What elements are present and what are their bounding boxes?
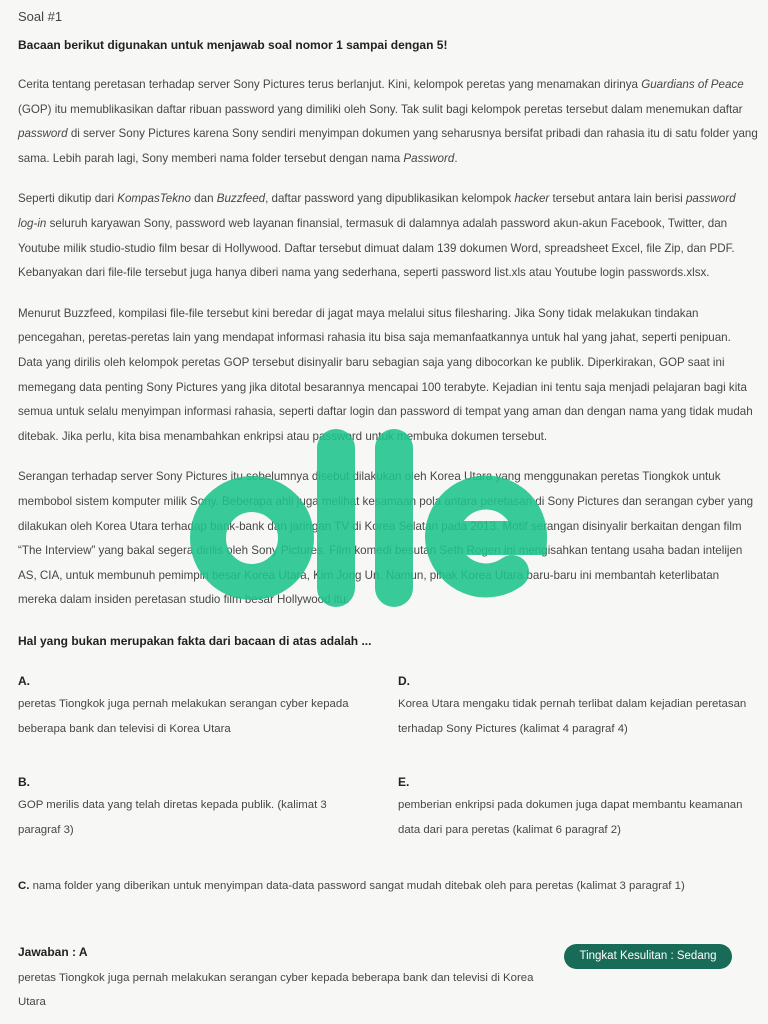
option-text: nama folder yang diberikan untuk menyimpan data-data password sangat mudah ditebak oleh para peretas (kalimat 3 paragraf 1) [32, 880, 685, 892]
answer-label: Jawaban : A [18, 945, 88, 959]
answer-text: peretas Tiongkok juga pernah melakukan serangan cyber kepada beberapa bank dan televisi di Korea Utara [18, 972, 534, 1008]
option-letter: A. [18, 674, 30, 688]
option-e[interactable] [398, 771, 748, 843]
option-a[interactable] [18, 670, 368, 742]
paragraph-1: Cerita tentang peretasan terhadap server Sony Pictures terus berlanjut. Kini, kelompok peretas yang menamakan dirinya Guardians of Peace (GOP) itu memublikasikan daftar ribuan password yang dimiliki oleh Sony. Tak sulit bagi kelompok peretas tersebut dalam menemukan daftar password di server Sony Pictures karena Sony sendiri menyimpan dokumen yang seharusnya bersifat pribadi dan rahasia itu di satu folder yang sama. Lebih parah lagi, Sony memberi nama folder tersebut dengan nama Password. [18, 78, 758, 165]
option-d[interactable] [398, 670, 748, 742]
option-letter: B. [18, 775, 30, 789]
option-text: peretas Tiongkok juga pernah melakukan serangan cyber kepada beberapa bank dan televisi di Korea Utara [18, 698, 349, 735]
option-text: pemberian enkripsi pada dokumen juga dapat membantu keamanan data dari para peretas (kalimat 6 paragraf 2) [398, 799, 743, 836]
question-prompt: Hal yang bukan merupakan fakta dari bacaan di atas adalah ... [18, 634, 372, 648]
option-b[interactable] [18, 771, 368, 843]
option-letter: E. [398, 775, 410, 789]
option-text: GOP merilis data yang telah diretas kepada publik. (kalimat 3 paragraf 3) [18, 799, 327, 836]
option-letter: C. [18, 880, 30, 892]
reading-passage [18, 73, 758, 629]
option-c[interactable] [18, 875, 758, 897]
option-letter: D. [398, 674, 410, 688]
question-number: Soal #1 [18, 9, 63, 24]
difficulty-badge: Tingkat Kesulitan : Sedang [564, 944, 732, 969]
reading-instruction: Bacaan berikut digunakan untuk menjawab soal nomor 1 sampai dengan 5! [18, 38, 448, 52]
paragraph-3: Menurut Buzzfeed, kompilasi file-file tersebut kini beredar di jagat maya melalui situs filesharing. Jika Sony tidak melakukan tindakan pencegahan, peretas-peretas lain yang mendapat informasi rahasia itu bisa saja memanfaatkannya untuk hal yang jahat, seperti penipuan. Data yang dirilis oleh kelompok peretas GOP tersebut disinyalir baru sebagian saja yang dibocorkan ke publik. Diperkirakan, GOP saat ini memegang data penting Sony Pictures yang jika ditotal besarannya mencapai 100 terabyte. Kejadian ini tentu saja menjadi pelajaran bagi kita semua untuk selalu menyimpan informasi rahasia, seperti daftar login dan password di tempat yang aman dan dengan nama yang tidak mudah ditebak. Jika perlu, kita bisa menambahkan enkripsi atau password untuk membuka dokumen tersebut. [18, 306, 753, 443]
paragraph-4: Serangan terhadap server Sony Pictures itu sebelumnya disebut dilakukan oleh Korea Utara yang menggunakan peretas Tiongkok untuk membobol sistem komputer milik Sony. Beberapa ahli juga melihat kesamaan pola antara peretasan di Sony Pictures dan serangan cyber yang dilakukan oleh Korea Utara terhadap bank-bank dan jaringan TV di Korea Selatan pada 2013. Motif serangan disinyalir berkaitan dengan film “The Interview” yang bakal segera dirilis oleh Sony Pictures. Film komedi besutan Seth Rogen ini mengisahkan tentang usaha badan intelijen AS, CIA, untuk membunuh pemimpin besar Korea Utara, Kim Jong Un. Namun, pihak Korea Utara baru-baru ini membantah keterlibatan mereka dalam insiden peretasan studio film besar Hollywood itu. [18, 470, 754, 607]
option-text: Korea Utara mengaku tidak pernah terlibat dalam kejadian peretasan terhadap Sony Pictures (kalimat 4 paragraf 4) [398, 698, 747, 735]
paragraph-2: Seperti dikutip dari KompasTekno dan Buzzfeed, daftar password yang dipublikasikan kelompok hacker tersebut antara lain berisi password log-in seluruh karyawan Sony, password web layanan finansial, termasuk di dalamnya adalah password akun-akun Facebook, Twitter, dan Youtube milik studio-studio film besar di Hollywood. Daftar tersebut dimuat dalam 139 dokumen Word, spreadsheet Excel, file Zip, dan PDF. Kebanyakan dari file-file tersebut juga hanya diberi nama yang sederhana, seperti password list.xls atau Youtube login passwords.xlsx. [18, 192, 736, 280]
